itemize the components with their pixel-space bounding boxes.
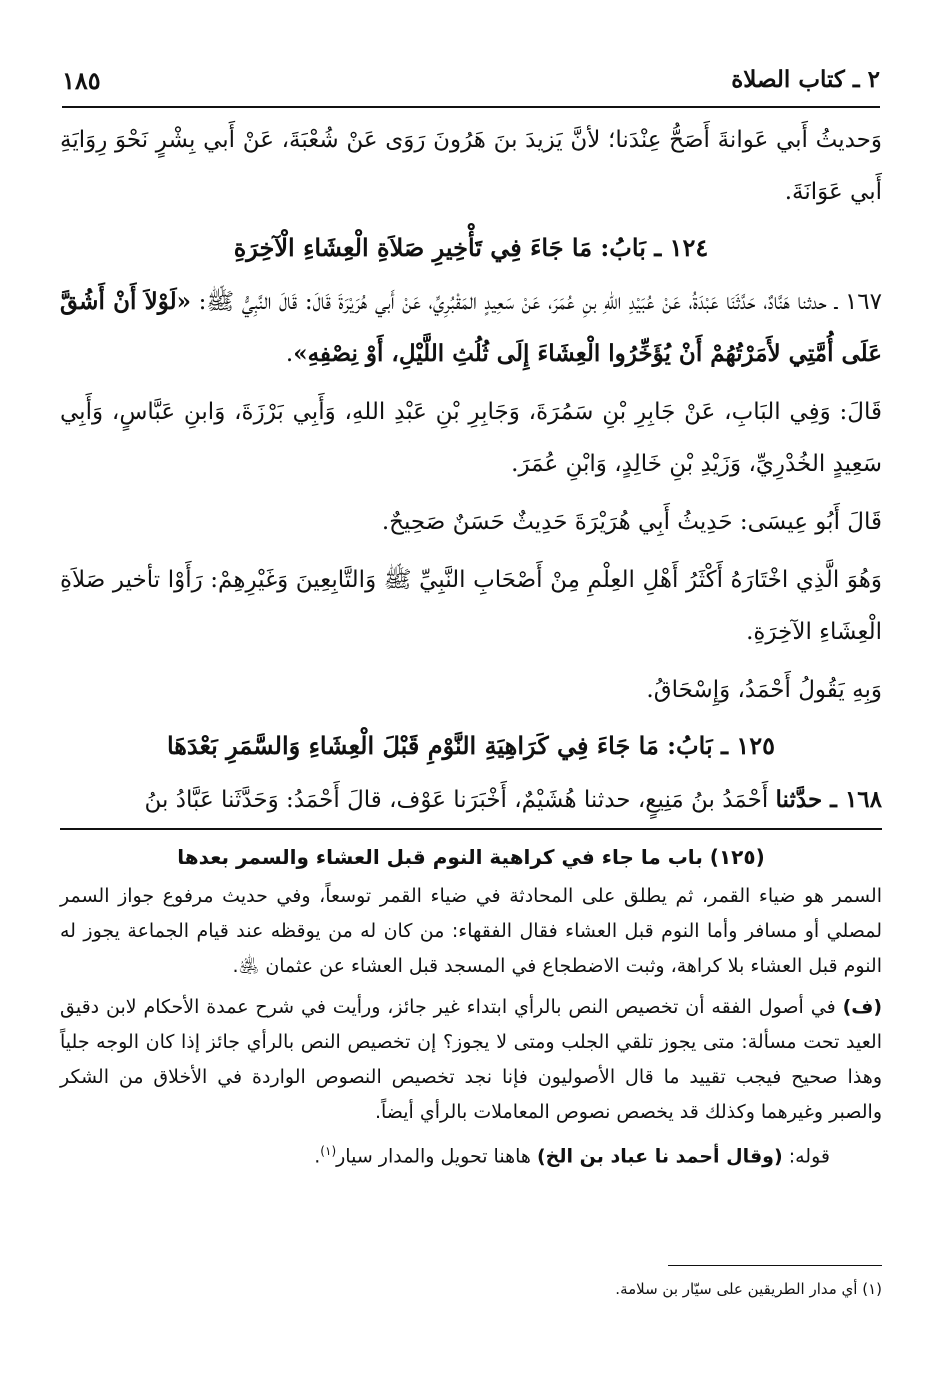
chapter-title: ٢ ـ كتاب الصلاة [731, 66, 880, 93]
page-number: ١٨٥ [62, 66, 101, 95]
commentary-fiqh-text: في أصول الفقه أن تخصيص النص بالرأي ابتداء غير جائز، ورأيت في شرح عمدة الأحكام لابن دقيق العيد تحت مسألة: متى يجوز تلقي الجلب ومتى لا يجوز؟ إن تخصيص النص بالرأي جائز إذا كان الوجه جلياً وهذا صحيح فيجب تقييد ما قال الأصوليون فإنا نجد تخصيص النصوص الواردة في الأخلاق من الشكر والصبر وغيرهما وكذلك قد يخصص نصوص المعاملات بالرأي أيضاً. [60, 996, 882, 1123]
qawl-prefix: قوله: [788, 1145, 830, 1168]
hadith-168-isnad: أَحْمَدُ بنُ مَنِيعٍ، حدثنا هُشَيْمٌ، أَخْبَرَنا عَوْف، قالَ أَحْمَدُ: وَحَدَّثَنا عَبَّادُ بنُ [144, 787, 769, 813]
qawl-end: . [314, 1145, 321, 1168]
footnote: (١) أي مدار الطريقين على سيّار بن سلامة. [615, 1280, 882, 1298]
paragraph-abu-isa: قَالَ أَبُو عِيسَى: حَدِيثُ أَبِي هُرَيْرَةَ حَدِيثٌ حَسَنٌ صَحِيحٌ. [381, 509, 882, 535]
hadith-167 [60, 276, 882, 380]
chapter-heading-125: ١٢٥ ـ بَابُ: مَا جَاءَ فِي كَرَاهِيَةِ النَّوْمِ قَبْلَ الْعِشَاءِ وَالسَّمَرِ بَعْدَهَا [166, 731, 776, 760]
hadith-167-end: . [285, 341, 294, 367]
commentary-paragraph-fiqh [60, 990, 882, 1130]
page-header [62, 62, 880, 102]
hadith-167-matn: «لَوْلاَ أَنْ أَشُقَّ عَلَى أُمَّتِي لأَمَرْتُهُمْ أَنْ يُؤَخِّرُوا الْعِشَاءَ إِلَى ثُلُثِ اللَّيْلِ، أَوْ نِصْفِهِ» [60, 288, 882, 367]
commentary-divider [60, 828, 882, 830]
qawl-text: هاهنا تحويل والمدار سيار [336, 1145, 531, 1168]
footnote-marker: (١) [320, 1144, 337, 1158]
hadith-168-label: ١٦٨ ـ حدَّثنا [775, 786, 882, 813]
commentary-qawl [60, 1134, 882, 1174]
hadith-167-isnad: ١٦٧ ـ حدثنا هَنَّادٌ، حَدَّثَنَا عَبْدَةُ، عَنْ عُبَيْدِ اللهِ بنِ عُمَرَ، عَنْ سَعِيدٍ المَقْبُرِيِّ، عَنْ أَبي هُرَيْرَةَ قَالَ: قَالَ النَّبِيُّ ﷺ: [198, 289, 882, 315]
qawl-quote: (وقال أحمد نا عباد بن الخ) [536, 1145, 783, 1168]
header-divider [62, 106, 880, 108]
paragraph-ahmad-ishaq: وَبِهِ يَقُولُ أَحْمَدُ، وَإِسْحَاقُ. [646, 677, 882, 703]
commentary-f-label: (ف) [842, 996, 883, 1018]
paragraph-hadith-note: وَحديثُ أَبي عَوانةَ أَصَحُّ عِنْدَنا؛ لأنَّ يَزيدَ بنَ هَرُونَ رَوَى عَنْ شُعْبَةَ، عَنْ أَبي بِشْرٍ نَحْوَ رِوَايَةِ أَبي عَوَانَةَ. [60, 127, 882, 205]
paragraph-scholars: وَهُوَ الَّذِي اخْتَارَهُ أَكْثَرُ أَهْلِ العِلْمِ مِنْ أَصْحَابِ النَّبِيِّ ﷺ وَالتَّابِعِينَ وَغَيْرِهِمْ: رَأَوْا تأخير صَلاَةِ الْعِشَاءِ الآخِرَةِ. [60, 567, 882, 645]
chapter-heading-124: ١٢٤ ـ بَابُ: مَا جَاءَ فِي تَأْخِيرِ صَلاَةِ الْعِشَاءِ الْآخِرَةِ [233, 233, 709, 262]
footnote-divider [668, 1265, 882, 1266]
commentary [60, 840, 882, 1174]
paragraph-fil-bab: قَالَ: وَفِي البَابِ، عَنْ جَابِرِ بْنِ سَمُرَةَ، وَجَابِرِ بْنِ عَبْدِ اللهِ، وَأَبِي بَرْزَةَ، وَابنِ عَبَّاسٍ، وَأَبِي سَعِيدٍ الخُدْرِيِّ، وَزَيْدِ بْنِ خَالِدٍ، وَابْنِ عُمَرَ. [60, 399, 882, 477]
main-text [60, 114, 882, 826]
commentary-paragraph-samar: السمر هو ضياء القمر، ثم يطلق على المحادثة في ضياء القمر توسعاً، وفي حديث مرفوع جواز السمر لمصلي أو مسافر وأما النوم قبل العشاء فقال الفقهاء: من كان له من يوقظه عند قيام الجماعة يجوز له النوم قبل العشاء بلا كراهة، وثبت الاضطجاع في المسجد قبل العشاء عن عثمان ﵁. [60, 885, 882, 977]
commentary-title: (١٢٥) باب ما جاء في كراهية النوم قبل العشاء والسمر بعدها [177, 845, 765, 869]
hadith-168 [60, 774, 882, 826]
